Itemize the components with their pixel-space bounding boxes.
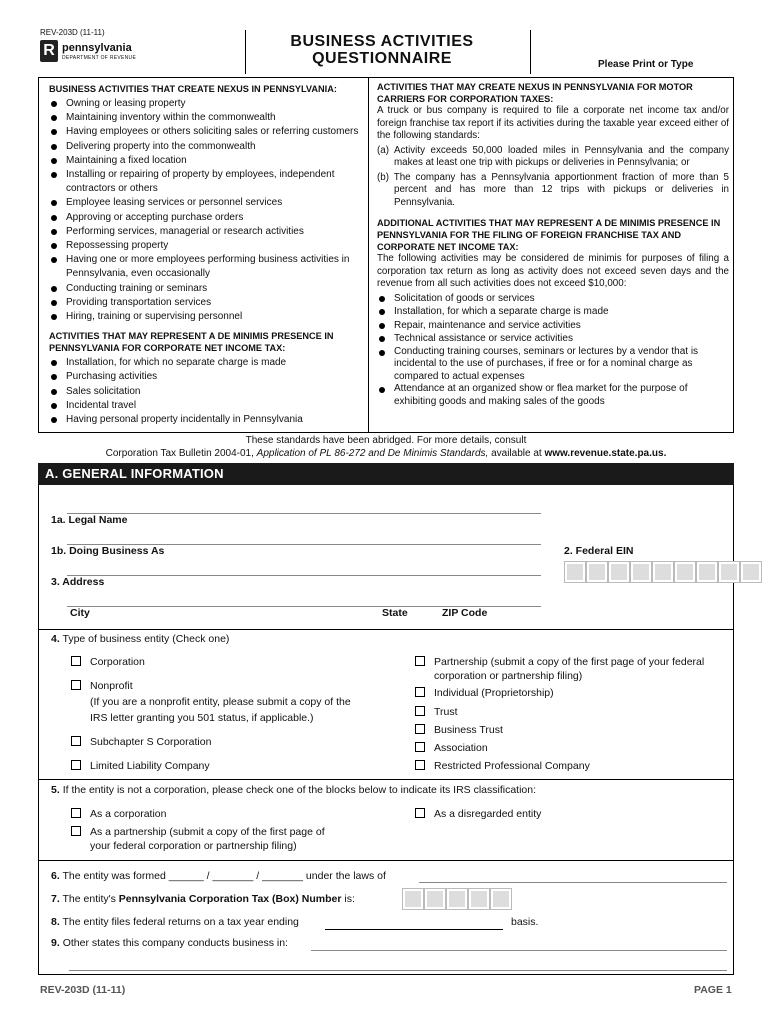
address-label: 3. Address xyxy=(51,576,105,588)
checkbox[interactable] xyxy=(415,808,425,818)
option-label: Association xyxy=(434,742,488,754)
checkbox[interactable] xyxy=(71,736,81,746)
legal-name-field[interactable] xyxy=(67,513,541,514)
tax-box-number-input[interactable] xyxy=(403,889,511,909)
opt-corporation[interactable] xyxy=(71,655,145,670)
list-item: Having one or more employees performing business activities in Pennsylvania, even occasionally xyxy=(49,253,369,281)
keystone-icon: R xyxy=(40,40,58,62)
checkbox[interactable] xyxy=(71,656,81,666)
q7-number: 7. xyxy=(51,893,60,905)
list-item: Installing or repairing of property by employees, independent contractors or others xyxy=(49,168,369,196)
title-line-2: QUESTIONNAIRE xyxy=(312,50,452,67)
checkbox[interactable] xyxy=(71,826,81,836)
q4-text: Type of business entity (Check one) xyxy=(62,633,230,645)
option-label: As a partnership (submit a copy of the first page of xyxy=(90,826,325,838)
q7-text-c: is: xyxy=(341,893,355,905)
list-item: Incidental travel xyxy=(49,399,369,413)
list-item: Conducting training courses, seminars or lectures by a vendor that is incidental to the use of purchases, if free or for a nominal charge as compared to actual expenses xyxy=(377,346,729,384)
page-title xyxy=(252,33,512,67)
nexus-left-column xyxy=(49,83,369,427)
nexus-info-box xyxy=(38,77,734,433)
basis-label: basis. xyxy=(511,916,539,928)
option-label: Individual (Proprietorship) xyxy=(434,687,554,699)
irs-classification-question xyxy=(51,784,536,796)
nexus-right-column xyxy=(377,81,729,408)
q7-text-b: Pennsylvania Corporation Tax (Box) Number xyxy=(118,893,342,905)
option-label: Corporation xyxy=(90,656,145,668)
q6-number: 6. xyxy=(51,870,60,882)
other-states-field-2[interactable] xyxy=(69,970,727,971)
opt-restricted-professional[interactable] xyxy=(415,759,590,774)
opt-business-trust[interactable] xyxy=(434,723,503,738)
city-label: City xyxy=(70,607,90,619)
section-a-header: A. GENERAL INFORMATION xyxy=(38,463,734,485)
q6-text: The entity was formed ______ / _______ / _______ under the laws of xyxy=(62,870,386,882)
formation-date-question[interactable] xyxy=(51,870,386,882)
logo-name: pennsylvania xyxy=(62,42,132,54)
print-note: Please Print or Type xyxy=(598,59,694,70)
checkbox[interactable] xyxy=(71,808,81,818)
divider xyxy=(39,629,733,630)
box-number-question xyxy=(51,893,355,905)
other-states-question xyxy=(51,937,288,949)
nonprofit-note-1: (If you are a nonprofit entity, please submit a copy of the xyxy=(90,696,351,708)
opt-nonprofit[interactable] xyxy=(71,679,133,694)
list-item: Conducting training or seminars xyxy=(49,282,369,296)
list-item: Performing services, managerial or research activities xyxy=(49,225,369,239)
zip-label: ZIP Code xyxy=(442,607,488,619)
divider xyxy=(39,860,733,861)
opt-as-partnership[interactable] xyxy=(71,825,325,840)
abridged-note xyxy=(38,434,734,460)
checkbox[interactable] xyxy=(415,656,425,666)
list-item: Solicitation of goods or services xyxy=(377,292,729,306)
list-item: Attendance at an organized show or flea market for the purpose of exhibiting goods and making sales of the goods xyxy=(377,383,729,408)
option-label: Subchapter S Corporation xyxy=(90,736,212,748)
option-label: Nonprofit xyxy=(90,680,133,692)
entity-type-question xyxy=(51,633,229,645)
logo-dept: DEPARTMENT OF REVENUE xyxy=(62,55,137,61)
as-partnership-note: your federal corporation or partnership filing) xyxy=(90,840,297,852)
franchise-text: The following activities may be considered de minimis for purposes of filing a corporation tax return as long as activity does not exceed seven days and the revenue from all such activities does not exceed $10,000: xyxy=(377,253,729,289)
abridged-line-1: These standards have been abridged. For more details, consult xyxy=(245,435,527,446)
state-label: State xyxy=(382,607,408,619)
list-item: Maintaining a fixed location xyxy=(49,154,369,168)
opt-subchapter-s[interactable] xyxy=(71,735,211,750)
footer-form-code: REV-203D (11-11) xyxy=(40,984,126,996)
q4-number: 4. xyxy=(51,633,60,645)
list-item: Delivering property into the commonwealth xyxy=(49,140,369,154)
q7-text-a: The entity's xyxy=(62,893,119,905)
nexus-heading: BUSINESS ACTIVITIES THAT CREATE NEXUS IN PENNSYLVANIA: xyxy=(49,84,337,94)
federal-ein-label: 2. Federal EIN xyxy=(564,545,634,557)
option-label: Trust xyxy=(434,706,458,718)
checkbox[interactable] xyxy=(415,687,425,697)
option-label: Business Trust xyxy=(434,724,503,736)
list-item: Purchasing activities xyxy=(49,370,369,384)
checkbox[interactable] xyxy=(415,706,425,716)
bulletin-title: Application of PL 86-272 and De Minimis Standards, xyxy=(256,448,489,459)
form-code: REV-203D (11-11) xyxy=(40,28,105,37)
pennsylvania-logo xyxy=(40,40,150,64)
partnership-note: corporation or partnership filing) xyxy=(434,670,583,682)
tax-year-question xyxy=(51,916,299,928)
checkbox[interactable] xyxy=(71,680,81,690)
address-field[interactable] xyxy=(67,575,541,576)
list-item: Installation, for which no separate charge is made xyxy=(49,356,369,370)
opt-disregarded-entity[interactable] xyxy=(415,807,541,822)
divider xyxy=(39,779,733,780)
list-item: Having personal property incidentally in Pennsylvania xyxy=(49,413,369,427)
q9-text: Other states this company conducts business in: xyxy=(62,937,288,949)
page-number: PAGE 1 xyxy=(694,984,732,996)
abridged-line-2 xyxy=(38,447,734,460)
q5-text: If the entity is not a corporation, please check one of the blocks below to indicate its IRS classification: xyxy=(62,784,537,796)
checkbox[interactable] xyxy=(71,760,81,770)
motor-standard-a: (a) Activity exceeds 50,000 loaded miles in Pennsylvania and the company makes at least one trip with pickups or deliveries in Pennsylvania; or xyxy=(377,144,729,168)
general-information-box xyxy=(38,485,734,975)
nexus-list xyxy=(49,97,369,324)
option-label: As a corporation xyxy=(90,808,167,820)
list-item: Repossessing property xyxy=(49,239,369,253)
title-line-1: BUSINESS ACTIVITIES xyxy=(290,33,474,50)
legal-name-label: 1a. Legal Name xyxy=(51,514,128,526)
list-item: Sales solicitation xyxy=(49,385,369,399)
list-item: Installation, for which a separate charge is made xyxy=(377,305,729,319)
motor-heading: ACTIVITIES THAT MAY CREATE NEXUS IN PENNSYLVANIA FOR MOTOR CARRIERS FOR CORPORATION TAXES: xyxy=(377,82,693,104)
option-label: Partnership (submit a copy of the first page of your federal xyxy=(434,656,705,668)
list-item: Owning or leasing property xyxy=(49,97,369,111)
header-divider-left xyxy=(245,30,246,74)
checkbox[interactable] xyxy=(415,724,425,734)
laws-of-field[interactable] xyxy=(419,882,727,883)
franchise-heading: ADDITIONAL ACTIVITIES THAT MAY REPRESENT A DE MINIMIS PRESENCE IN PENNSYLVANIA FOR THE FILING OF FOREIGN FRANCHISE TAX AND CORPORATE NET INCOME TAX: xyxy=(377,218,721,252)
list-item: Employee leasing services or personnel services xyxy=(49,196,369,210)
opt-association[interactable] xyxy=(415,741,488,756)
franchise-list xyxy=(377,292,729,409)
available-at: available at xyxy=(488,448,545,459)
list-item: Technical assistance or service activities xyxy=(377,332,729,346)
list-item: Maintaining inventory within the commonwealth xyxy=(49,111,369,125)
q8-number: 8. xyxy=(51,916,60,928)
option-label: Limited Liability Company xyxy=(90,760,210,772)
deminimis-heading: ACTIVITIES THAT MAY REPRESENT A DE MINIMIS PRESENCE IN PENNSYLVANIA FOR CORPORATE NET INCOME TAX: xyxy=(49,331,334,354)
opt-as-corporation[interactable] xyxy=(71,807,166,822)
list-item: Approving or accepting purchase orders xyxy=(49,211,369,225)
motor-standard-b: (b) The company has a Pennsylvania apportionment fraction of more than 5 percent and has more than 12 trips with pickups or deliveries in Pennsylvania. xyxy=(377,171,729,208)
checkbox[interactable] xyxy=(415,760,425,770)
list-item: Repair, maintenance and service activities xyxy=(377,319,729,333)
nonprofit-note-2: IRS letter granting you 501 status, if applicable.) xyxy=(90,712,314,724)
q5-number: 5. xyxy=(51,784,60,796)
bulletin-ref: Corporation Tax Bulletin 2004-01, xyxy=(105,448,257,459)
list-item: Hiring, training or supervising personnel xyxy=(49,310,369,324)
tax-year-field[interactable] xyxy=(325,929,503,930)
opt-individual[interactable] xyxy=(415,686,554,701)
motor-text: A truck or bus company is required to file a corporate net income tax and/or foreign franchise tax report if its activities during the taxable year exceed either of the following standards: xyxy=(377,105,729,141)
deminimis-list xyxy=(49,356,369,427)
revenue-website-link[interactable]: www.revenue.state.pa.us. xyxy=(544,448,667,459)
opt-trust[interactable] xyxy=(415,705,458,720)
federal-ein-input[interactable] xyxy=(565,562,761,582)
header-divider-right xyxy=(530,30,531,74)
dba-label: 1b. Doing Business As xyxy=(51,545,165,557)
list-item: Providing transportation services xyxy=(49,296,369,310)
opt-partnership[interactable] xyxy=(415,655,704,670)
option-label: Restricted Professional Company xyxy=(434,760,590,772)
option-label: As a disregarded entity xyxy=(434,808,542,820)
dba-field[interactable] xyxy=(67,544,541,545)
checkbox[interactable] xyxy=(415,742,425,752)
q8-text: The entity files federal returns on a tax year ending xyxy=(62,916,299,928)
q9-number: 9. xyxy=(51,937,60,949)
list-item: Having employees or others soliciting sales or referring customers xyxy=(49,125,369,139)
other-states-field[interactable] xyxy=(311,950,727,951)
opt-llc[interactable] xyxy=(71,759,210,774)
